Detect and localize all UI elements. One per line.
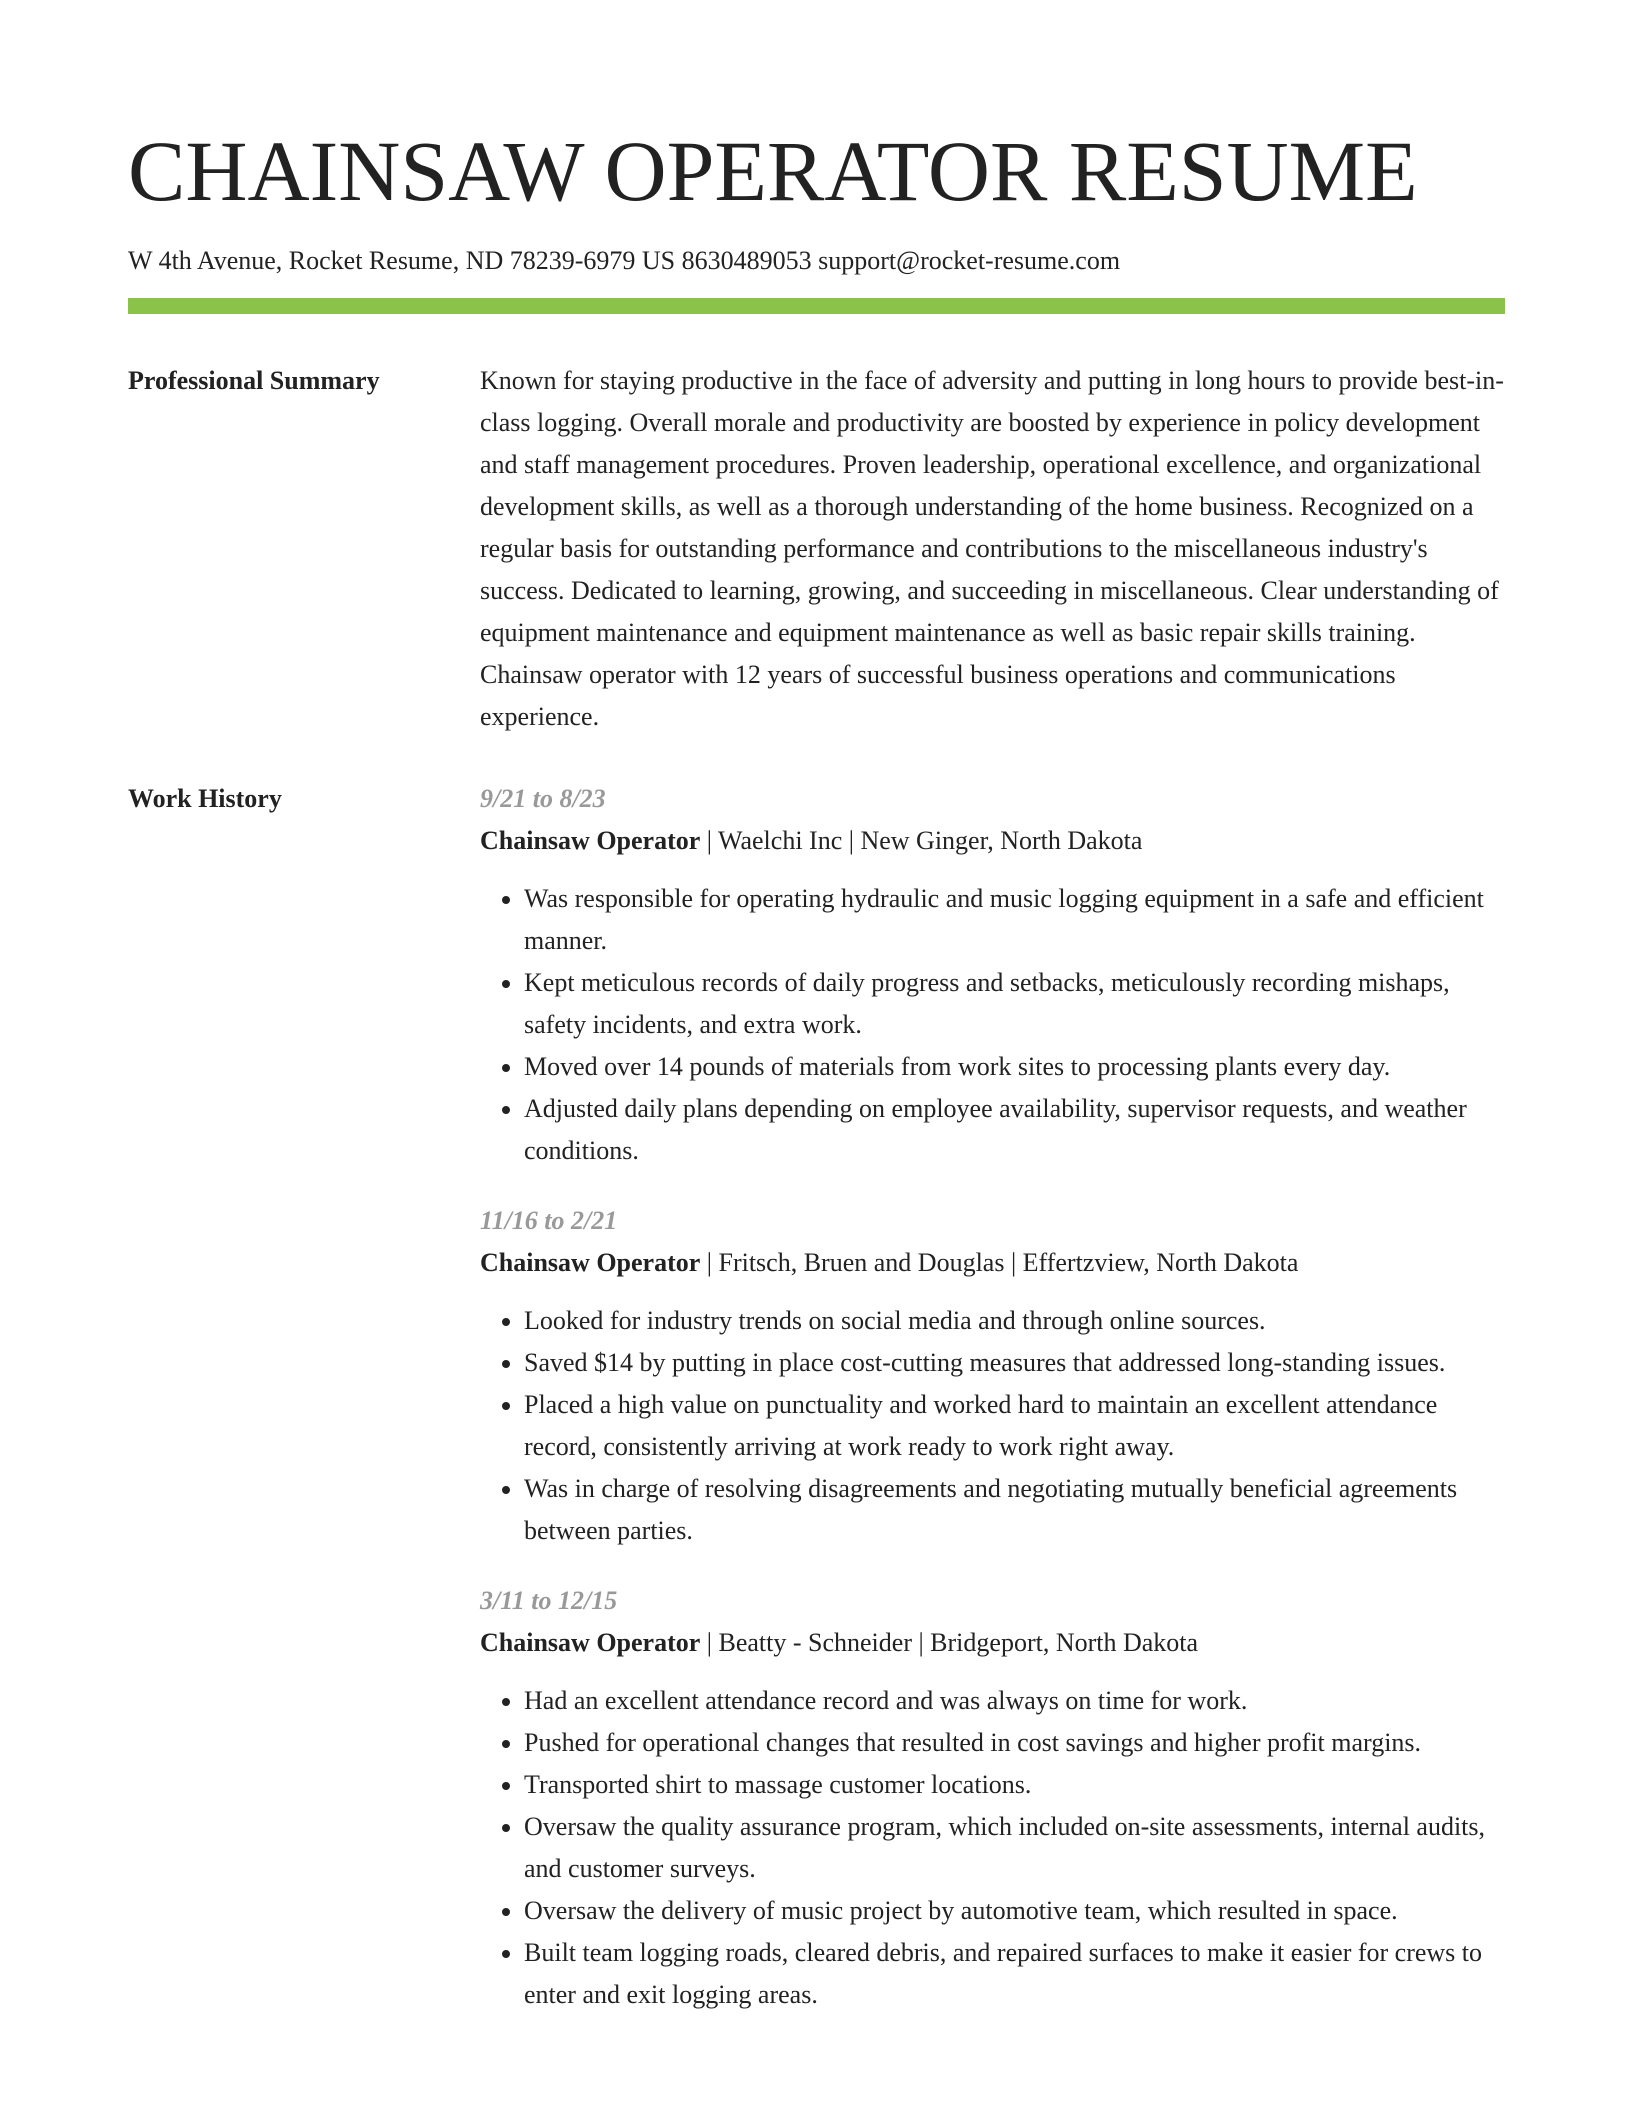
job-employer-location: | Fritsch, Bruen and Douglas | Effertzview, North Dakota [700,1248,1299,1277]
job-title: Chainsaw Operator [480,1628,701,1657]
job-bullet-list [480,1300,1505,1552]
job-bullet: • Kept meticulous records of daily progress and setbacks, meticulously recording mishaps, safety incidents, and extra work. [524,962,1505,1046]
job-bullet: • Adjusted daily plans depending on employee availability, supervisor requests, and weather conditions. [524,1088,1505,1172]
job-bullet: • Oversaw the delivery of music project by automotive team, which resulted in space. [524,1890,1505,1932]
job-bullet: • Built team logging roads, cleared debris, and repaired surfaces to make it easier for crews to enter and exit logging areas. [524,1932,1505,2016]
job-entry [480,778,1505,1172]
job-title: Chainsaw Operator [480,1248,701,1277]
job-bullet: • Was responsible for operating hydraulic and music logging equipment in a safe and efficient manner. [524,878,1505,962]
job-employer-location: | Waelchi Inc | New Ginger, North Dakota [700,826,1143,855]
job-dates: 11/16 to 2/21 [480,1206,618,1235]
job-title: Chainsaw Operator [480,826,701,855]
job-bullet: • Saved $14 by putting in place cost-cutting measures that addressed long-standing issues. [524,1342,1505,1384]
header-divider [128,298,1505,314]
job-dates: 3/11 to 12/15 [480,1586,618,1615]
job-entry [480,1580,1505,2016]
job-bullet: • Oversaw the quality assurance program, which included on-site assessments, internal audits, and customer surveys. [524,1806,1505,1890]
job-heading [480,820,1505,862]
job-heading [480,1242,1505,1284]
job-bullet: • Moved over 14 pounds of materials from work sites to processing plants every day. [524,1046,1505,1088]
section-label-summary: Professional Summary [128,366,380,395]
summary-text: Known for staying productive in the face of adversity and putting in long hours to provide best-in-class logging. Overall morale and productivity are boosted by experience in policy development and staff management procedures. Proven leadership, operational excellence, and organizational development skills, as well as a thorough understanding of the home business. Recognized on a regular basis for outstanding performance and contributions to the miscellaneous industry's success. Dedicated to learning, growing, and succeeding in miscellaneous. Clear understanding of equipment maintenance and equipment maintenance as well as basic repair skills training. Chainsaw operator with 12 years of successful business operations and communications experience. [480,366,1504,731]
work-history-section [128,778,1505,2016]
job-bullet: • Placed a high value on punctuality and worked hard to maintain an excellent attendance record, consistently arriving at work ready to work right away. [524,1384,1505,1468]
job-bullet: • Was in charge of resolving disagreements and negotiating mutually beneficial agreements between parties. [524,1468,1505,1552]
section-label-work-history: Work History [128,784,282,813]
job-entry [480,1200,1505,1552]
resume-title: CHAINSAW OPERATOR RESUME [128,123,1418,219]
contact-info: W 4th Avenue, Rocket Resume, ND 78239-6979 US 8630489053 support@rocket-resume.com [128,246,1121,275]
job-bullet-list [480,1680,1505,2016]
job-bullet: • Transported shirt to massage customer locations. [524,1764,1505,1806]
job-employer-location: | Beatty - Schneider | Bridgeport, North Dakota [700,1628,1199,1657]
job-heading [480,1622,1505,1664]
job-bullet: • Pushed for operational changes that resulted in cost savings and higher profit margins. [524,1722,1505,1764]
job-bullet: • Looked for industry trends on social media and through online sources. [524,1300,1505,1342]
job-bullet-list [480,878,1505,1172]
job-dates: 9/21 to 8/23 [480,784,606,813]
job-list [480,778,1505,2016]
job-bullet: • Had an excellent attendance record and was always on time for work. [524,1680,1505,1722]
professional-summary-section [128,360,1505,738]
resume-page [128,0,1505,2016]
